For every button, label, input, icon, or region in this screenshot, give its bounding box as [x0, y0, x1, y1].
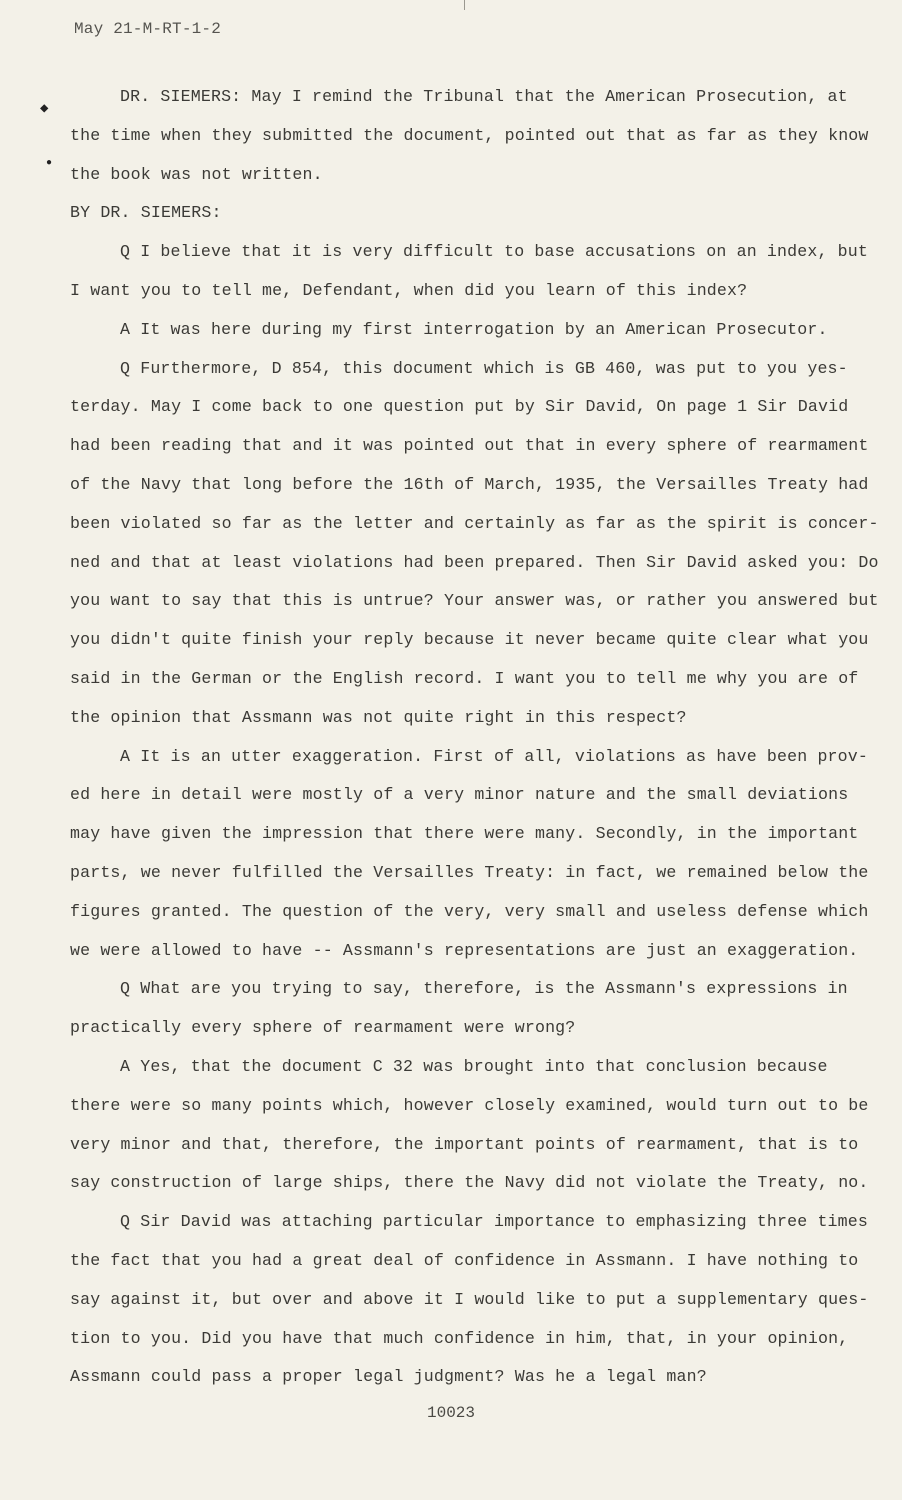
transcript-line: Q What are you trying to say, therefore, is the Assmann's expressions in — [120, 979, 848, 999]
transcript-line: Q Sir David was attaching particular importance to emphasizing three times — [120, 1212, 868, 1232]
transcript-line: say construction of large ships, there the Navy did not violate the Treaty, no. — [70, 1173, 869, 1193]
transcript-line: been violated so far as the letter and certainly as far as the spirit is concer- — [70, 513, 879, 533]
paper-edge-mark — [464, 0, 465, 10]
page-header: May 21-M-RT-1-2 — [74, 20, 222, 38]
margin-mark: ◆ — [40, 101, 49, 117]
transcript-line: had been reading that and it was pointed out that in every sphere of rearmament — [70, 436, 869, 456]
transcript-line: tion to you. Did you have that much confidence in him, that, in your opinion, — [70, 1328, 849, 1348]
transcript-line: the time when they submitted the document, pointed out that as far as they know — [70, 125, 869, 145]
transcript-line: there were so many points which, however closely examined, would turn out to be — [70, 1095, 869, 1115]
transcript-line: you want to say that this is untrue? Your answer was, or rather you answered but — [70, 591, 879, 611]
transcript-line: BY DR. SIEMERS: — [70, 203, 222, 223]
transcript-line: DR. SIEMERS: May I remind the Tribunal that the American Prosecution, at — [120, 87, 848, 106]
transcript-line: practically every sphere of rearmament were wrong? — [70, 1018, 576, 1038]
transcript-line: A Yes, that the document C 32 was brought into that conclusion because — [120, 1056, 828, 1076]
transcript-line: say against it, but over and above it I would like to put a supplementary ques- — [70, 1289, 869, 1309]
transcript-line: the book was not written. — [70, 164, 323, 184]
transcript-line: ed here in detail were mostly of a very minor nature and the small deviations — [70, 785, 849, 805]
transcript-line: ned and that at least violations had been prepared. Then Sir David asked you: Do — [70, 552, 879, 572]
transcript-line: Q Furthermore, D 854, this document which is GB 460, was put to you yes- — [120, 358, 848, 378]
transcript-line: A It was here during my first interrogation by an American Prosecutor. — [120, 319, 828, 339]
transcript-line: may have given the impression that there were many. Secondly, in the important — [70, 824, 859, 844]
transcript-line: said in the German or the English record. I want you to tell me why you are of — [70, 668, 859, 688]
transcript-line: very minor and that, therefore, the important points of rearmament, that is to — [70, 1134, 859, 1154]
transcript-line: A It is an utter exaggeration. First of all, violations as have been prov- — [120, 746, 868, 766]
transcript-line: of the Navy that long before the 16th of March, 1935, the Versailles Treaty had — [70, 474, 869, 494]
transcript-line: figures granted. The question of the very, very small and useless defense which — [70, 901, 869, 921]
transcript-line: the opinion that Assmann was not quite right in this respect? — [70, 707, 687, 727]
transcript-line: we were allowed to have -- Assmann's representations are just an exaggeration. — [70, 940, 859, 960]
transcript-body — [70, 78, 879, 1397]
transcript-line: you didn't quite finish your reply because it never became quite clear what you — [70, 630, 869, 650]
transcript-line: terday. May I come back to one question put by Sir David, On page 1 Sir David — [70, 397, 849, 417]
transcript-line: Q I believe that it is very difficult to base accusations on an index, but — [120, 242, 868, 262]
transcript-line: Assmann could pass a proper legal judgment? Was he a legal man? — [70, 1367, 707, 1387]
margin-mark: ● — [46, 158, 53, 169]
transcript-line: parts, we never fulfilled the Versailles Treaty: in fact, we remained below the — [70, 862, 869, 882]
page-number: 10023 — [426, 1404, 475, 1422]
transcript-line: the fact that you had a great deal of confidence in Assmann. I have nothing to — [70, 1250, 859, 1270]
transcript-line: I want you to tell me, Defendant, when did you learn of this index? — [70, 280, 748, 300]
